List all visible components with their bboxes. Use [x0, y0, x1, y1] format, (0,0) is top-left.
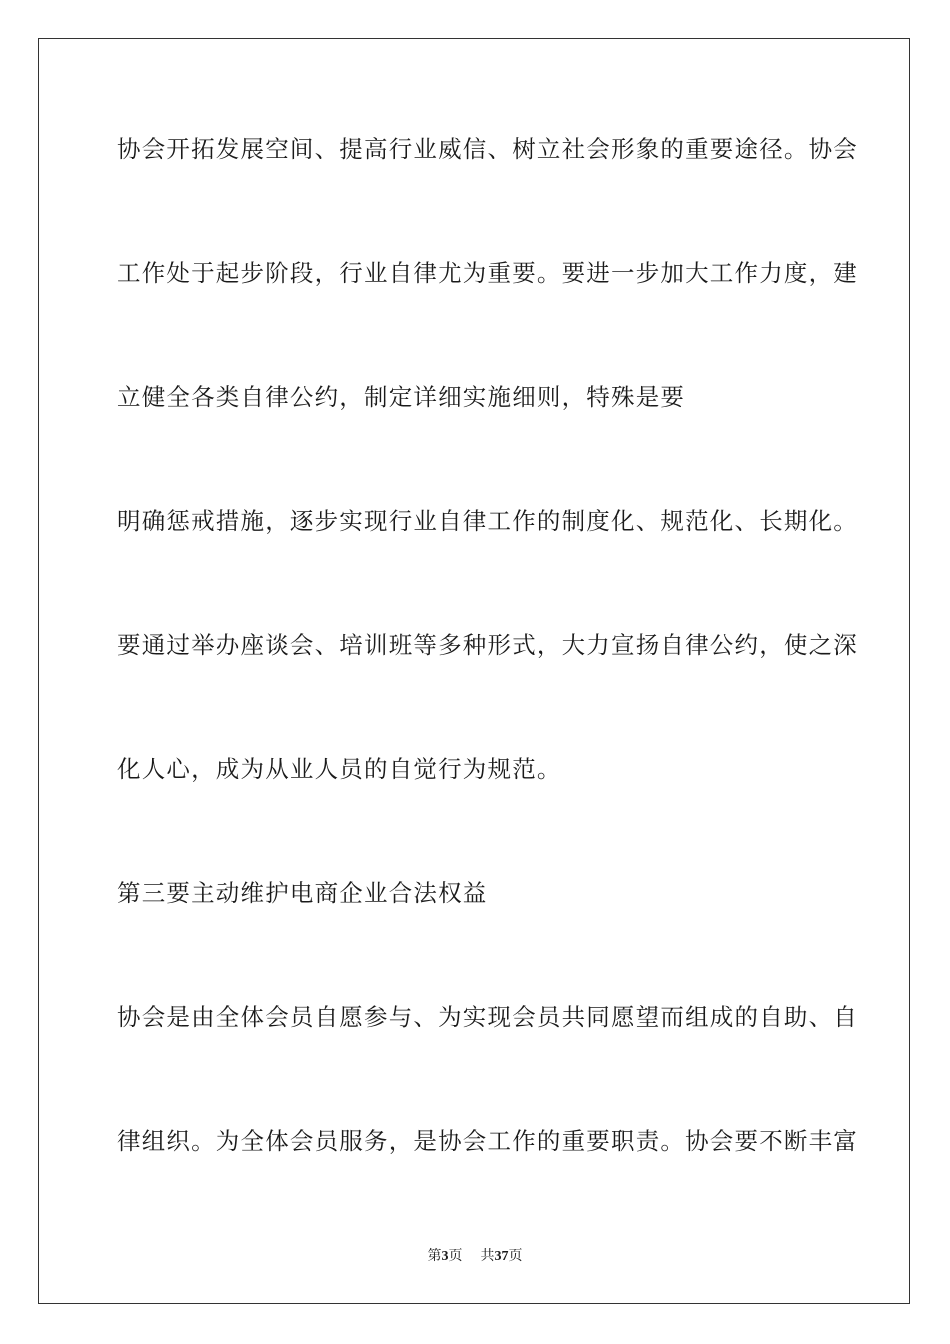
- page-frame: [38, 38, 910, 1304]
- paragraph-line: 工作处于起步阶段，行业自律尤为重要。要进一步加大工作力度，建: [117, 259, 858, 287]
- paragraph-line: 律组织。为全体会员服务，是协会工作的重要职责。协会要不断丰富: [117, 1127, 858, 1155]
- section-heading: 第三要主动维护电商企业合法权益: [117, 879, 488, 907]
- page-footer: [0, 1247, 950, 1266]
- page-suffix: 页: [448, 1248, 463, 1264]
- paragraph-line: 立健全各类自律公约，制定详细实施细则，特殊是要: [117, 383, 686, 411]
- page-number: 3: [441, 1249, 449, 1264]
- paragraph-line: 协会开拓发展空间、提高行业威信、树立社会形象的重要途径。协会: [117, 135, 858, 163]
- paragraph-line: 协会是由全体会员自愿参与、为实现会员共同愿望而组成的自助、自: [117, 1003, 858, 1031]
- paragraph-line: 化人心，成为从业人员的自觉行为规范。: [117, 755, 562, 783]
- total-suffix: 页: [508, 1248, 523, 1264]
- page-prefix: 第: [427, 1248, 442, 1264]
- paragraph-line: 要通过举办座谈会、培训班等多种形式，大力宣扬自律公约，使之深: [117, 631, 858, 659]
- total-prefix: 共: [480, 1248, 495, 1264]
- paragraph-line: 明确惩戒措施，逐步实现行业自律工作的制度化、规范化、长期化。: [117, 507, 858, 535]
- total-pages: 37: [494, 1249, 509, 1264]
